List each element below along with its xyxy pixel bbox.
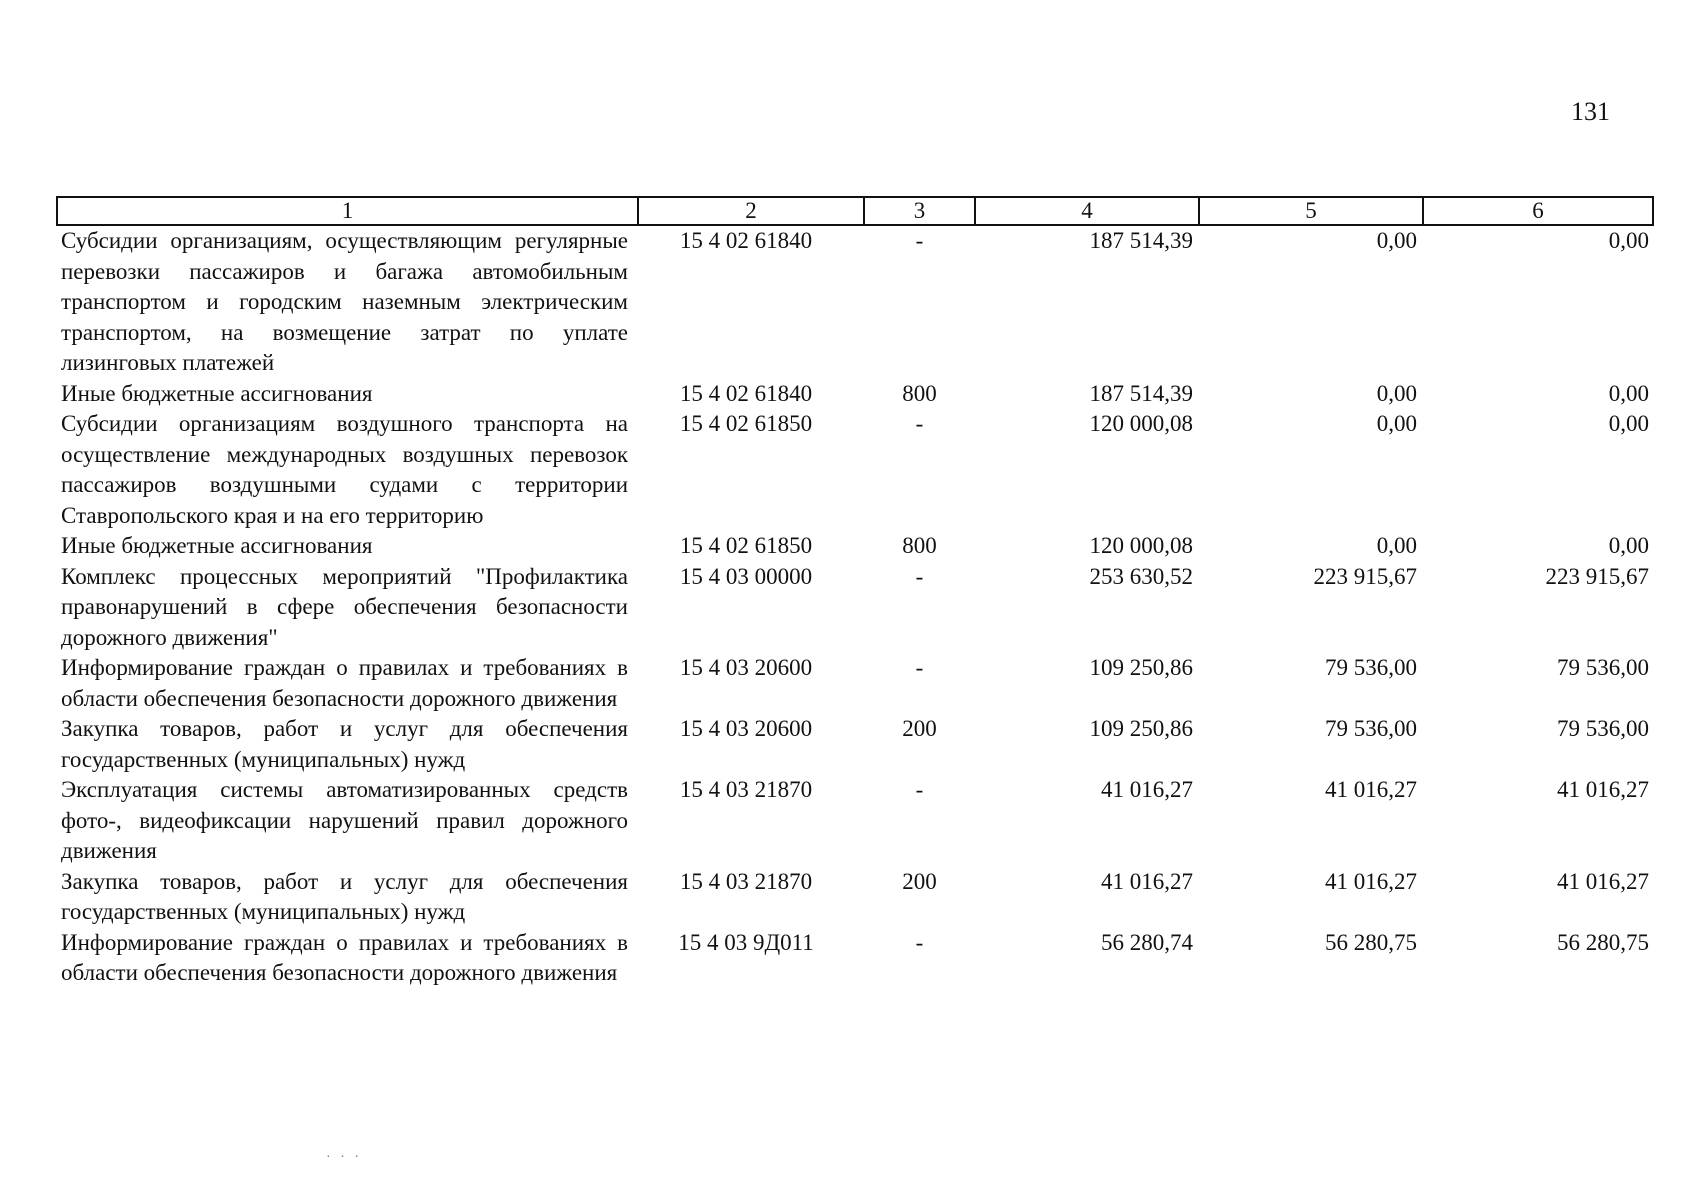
row-expense-type-cell: 200 xyxy=(902,716,937,741)
table-row xyxy=(57,775,1653,867)
row-name-cell: Субсидии организациям, осуществляющим регулярные перевозки пассажиров и багажа автомобильным транспортом и городским наземным электрическим транспортом, на возмещение затрат по уплате лизинговых платежей xyxy=(61,228,628,375)
table-row xyxy=(57,379,1653,410)
row-expense-type-cell: - xyxy=(915,411,924,436)
row-expense-type-cell: 800 xyxy=(902,533,937,558)
row-amount-col4-cell: 109 250,86 xyxy=(1089,716,1193,741)
row-code-cell: 15 4 02 61850 xyxy=(679,533,813,558)
row-expense-type-cell: - xyxy=(915,929,924,955)
row-amount-col5-cell: 41 016,27 xyxy=(1325,868,1417,894)
row-expense-type-cell: 800 xyxy=(902,380,937,406)
row-code-cell: 15 4 02 61840 xyxy=(679,380,813,406)
row-amount-col5-cell: 0,00 xyxy=(1376,411,1417,436)
header-col-6: 6 xyxy=(1423,197,1653,225)
row-name-cell: Иные бюджетные ассигнования xyxy=(61,533,373,558)
row-name-cell: Субсидии организациям воздушного транспорта на осуществление международных воздушных перевозок пассажиров воздушными судами с территории Ставропольского края и на его территорию xyxy=(61,411,628,528)
row-amount-col5-cell: 56 280,75 xyxy=(1325,929,1417,955)
row-name-cell: Информирование граждан о правилах и требованиях в области обеспечения безопасности дорожного движения xyxy=(61,655,628,711)
row-amount-col6-cell: 0,00 xyxy=(1608,380,1649,406)
row-amount-col5-cell: 0,00 xyxy=(1376,228,1417,253)
table-row xyxy=(57,653,1653,714)
row-amount-col5-cell: 79 536,00 xyxy=(1325,655,1417,680)
scan-specks: · · · xyxy=(326,1150,362,1165)
row-name-cell: Эксплуатация системы автоматизированных средств фото-, видеофиксации нарушений правил дорожного движения xyxy=(61,777,628,863)
table-row xyxy=(57,531,1653,562)
row-name-cell: Комплекс процессных мероприятий "Профилактика правонарушений в сфере обеспечения безопасности дорожного движения" xyxy=(61,563,628,650)
row-code-cell: 15 4 03 9Д011 xyxy=(678,929,814,955)
row-amount-col5-cell: 223 915,67 xyxy=(1313,563,1417,589)
row-amount-col6-cell: 41 016,27 xyxy=(1557,777,1649,802)
row-amount-col4-cell: 120 000,08 xyxy=(1089,533,1193,558)
row-amount-col4-cell: 187 514,39 xyxy=(1089,380,1193,406)
row-expense-type-cell: 200 xyxy=(902,868,937,894)
table-row xyxy=(57,714,1653,775)
header-col-3: 3 xyxy=(864,197,975,225)
row-amount-col4-cell: 109 250,86 xyxy=(1089,655,1193,680)
row-expense-type-cell: - xyxy=(915,777,924,802)
row-amount-col5-cell: 41 016,27 xyxy=(1325,777,1417,802)
table-row xyxy=(57,562,1653,654)
row-code-cell: 15 4 03 21870 xyxy=(679,868,813,894)
row-code-cell: 15 4 03 20600 xyxy=(679,655,813,680)
row-amount-col5-cell: 0,00 xyxy=(1376,380,1417,406)
row-code-cell: 15 4 02 61850 xyxy=(679,411,813,436)
row-amount-col4-cell: 41 016,27 xyxy=(1101,777,1193,802)
header-row xyxy=(57,197,1653,225)
header-col-5: 5 xyxy=(1199,197,1423,225)
row-amount-col4-cell: 56 280,74 xyxy=(1101,929,1193,955)
row-amount-col4-cell: 41 016,27 xyxy=(1101,868,1193,894)
table-body xyxy=(57,225,1653,989)
table-row xyxy=(57,225,1653,379)
row-amount-col6-cell: 79 536,00 xyxy=(1557,655,1649,680)
page-number: 131 xyxy=(1571,97,1610,126)
header-col-4: 4 xyxy=(975,197,1199,225)
header-col-2: 2 xyxy=(638,197,864,225)
table-row xyxy=(57,928,1653,989)
row-amount-col4-cell: 120 000,08 xyxy=(1089,411,1193,436)
row-expense-type-cell: - xyxy=(915,228,924,253)
row-code-cell: 15 4 02 61840 xyxy=(679,228,813,253)
row-amount-col6-cell: 223 915,67 xyxy=(1545,563,1649,589)
row-amount-col6-cell: 41 016,27 xyxy=(1557,868,1649,894)
row-amount-col6-cell: 56 280,75 xyxy=(1557,929,1649,955)
row-amount-col5-cell: 79 536,00 xyxy=(1325,716,1417,741)
row-code-cell: 15 4 03 21870 xyxy=(679,777,813,802)
row-name-cell: Информирование граждан о правилах и требованиях в области обеспечения безопасности дорожного движения xyxy=(61,929,628,985)
row-expense-type-cell: - xyxy=(915,563,924,589)
row-code-cell: 15 4 03 20600 xyxy=(679,716,813,741)
row-amount-col6-cell: 0,00 xyxy=(1608,228,1649,253)
row-amount-col5-cell: 0,00 xyxy=(1376,533,1417,558)
row-amount-col4-cell: 253 630,52 xyxy=(1089,563,1193,589)
row-amount-col4-cell: 187 514,39 xyxy=(1089,228,1193,253)
row-name-cell: Иные бюджетные ассигнования xyxy=(61,380,373,406)
row-amount-col6-cell: 0,00 xyxy=(1608,533,1649,558)
table-header xyxy=(57,197,1653,225)
row-name-cell: Закупка товаров, работ и услуг для обеспечения государственных (муниципальных) нужд xyxy=(61,868,628,924)
row-expense-type-cell: - xyxy=(915,655,924,680)
row-code-cell: 15 4 03 00000 xyxy=(679,563,813,589)
row-name-cell: Закупка товаров, работ и услуг для обеспечения государственных (муниципальных) нужд xyxy=(61,716,628,772)
table-row xyxy=(57,867,1653,928)
row-amount-col6-cell: 79 536,00 xyxy=(1557,716,1649,741)
header-col-1: 1 xyxy=(57,197,638,225)
row-amount-col6-cell: 0,00 xyxy=(1608,411,1649,436)
budget-table xyxy=(56,196,1654,989)
table-row xyxy=(57,409,1653,531)
